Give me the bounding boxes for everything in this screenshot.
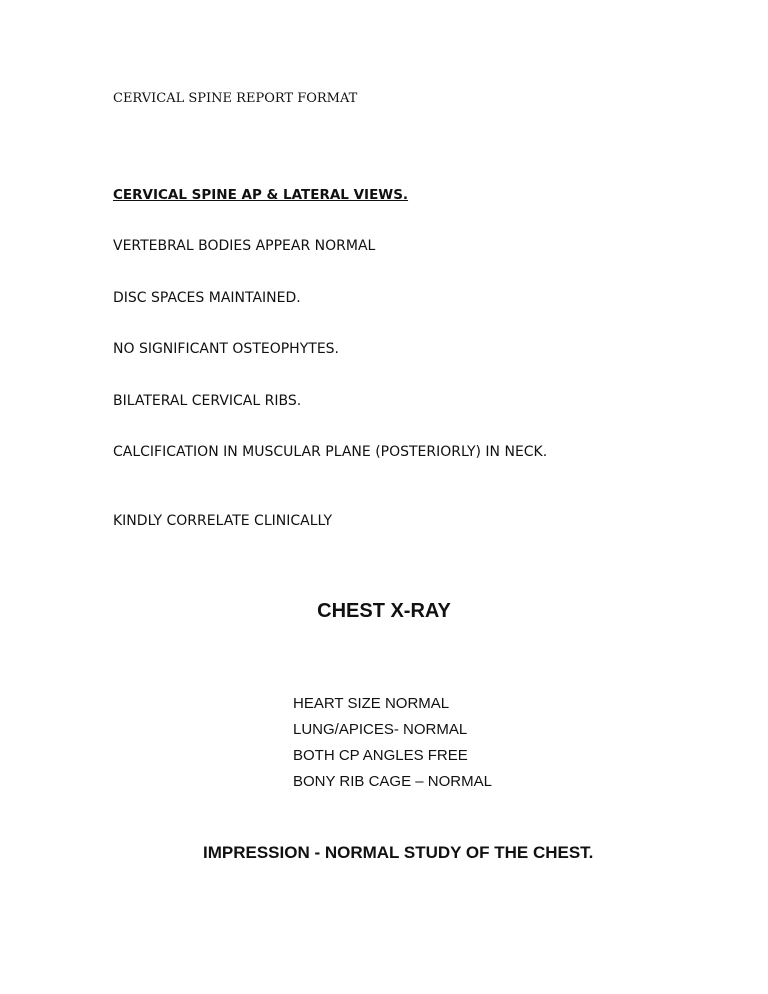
- chest-finding: BOTH CP ANGLES FREE: [293, 747, 468, 764]
- document-title: CERVICAL SPINE REPORT FORMAT: [113, 91, 358, 106]
- chest-finding: BONY RIB CAGE – NORMAL: [293, 773, 492, 790]
- impression: IMPRESSION - NORMAL STUDY OF THE CHEST.: [203, 843, 594, 862]
- chest-finding: HEART SIZE NORMAL: [293, 695, 450, 712]
- chest-section-title: CHEST X-RAY: [317, 600, 451, 622]
- cervical-finding: DISC SPACES MAINTAINED.: [113, 290, 301, 306]
- clinical-note: KINDLY CORRELATE CLINICALLY: [113, 513, 333, 529]
- cervical-finding: VERTEBRAL BODIES APPEAR NORMAL: [113, 238, 376, 254]
- cervical-finding: NO SIGNIFICANT OSTEOPHYTES.: [113, 341, 339, 357]
- cervical-finding: CALCIFICATION IN MUSCULAR PLANE (POSTERIORLY) IN NECK.: [113, 444, 548, 460]
- chest-finding: LUNG/APICES- NORMAL: [293, 721, 468, 738]
- cervical-heading: CERVICAL SPINE AP & LATERAL VIEWS.: [113, 187, 409, 203]
- cervical-finding: BILATERAL CERVICAL RIBS.: [113, 393, 302, 409]
